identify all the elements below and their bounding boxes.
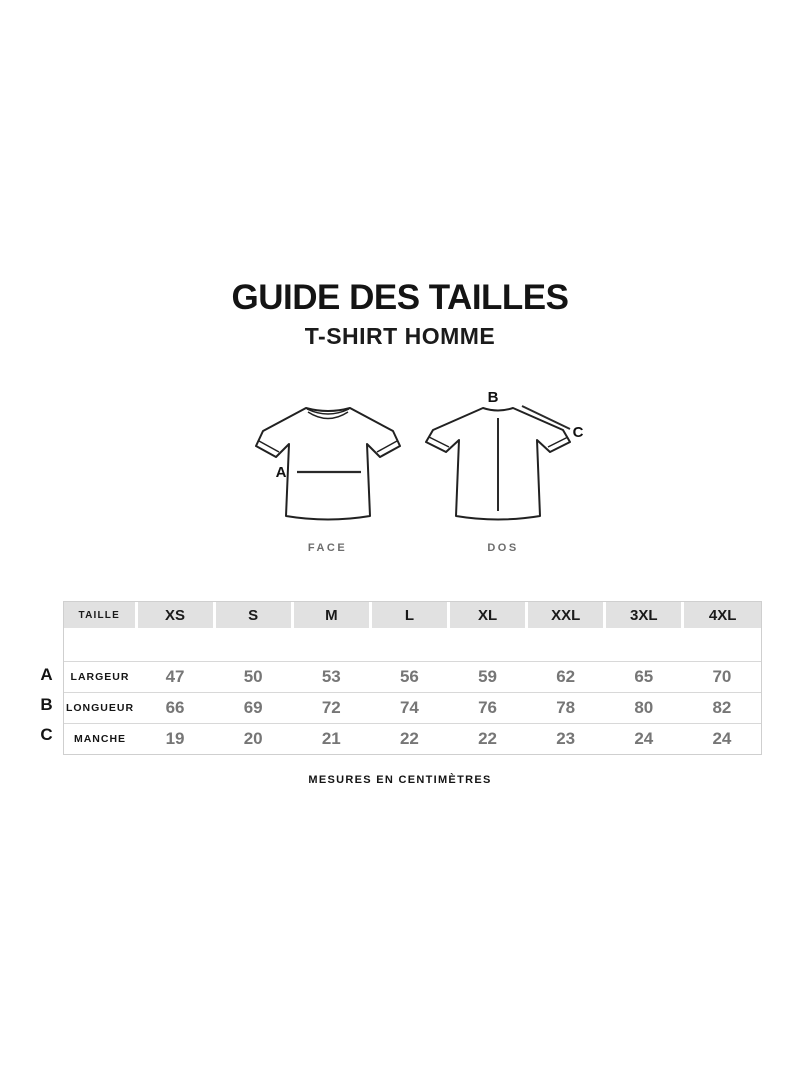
size-value-cell: 66	[136, 693, 214, 724]
header-size-4xl: 4XL	[683, 602, 761, 628]
measure-letter-column	[30, 601, 63, 755]
size-value-cell: 50	[214, 662, 292, 693]
size-value-cell: 21	[321, 729, 341, 748]
size-value-cell: 47	[136, 662, 214, 693]
size-table-header-row	[64, 602, 761, 628]
header-size-l: L	[370, 602, 448, 628]
header-size-xl: XL	[449, 602, 527, 628]
header-size-m: M	[292, 602, 370, 628]
header-size-xxl: XXL	[527, 602, 605, 628]
size-value-cell: 82	[683, 693, 761, 724]
header-taille: TAILLE	[64, 602, 136, 628]
size-value-cell: 72	[292, 693, 370, 724]
size-table	[64, 602, 761, 754]
size-value-cell: 24	[712, 729, 732, 748]
measure-b-label: B	[487, 389, 498, 406]
size-value-cell: 23	[556, 729, 576, 748]
front-view-figure	[253, 384, 403, 554]
spacer-row	[64, 628, 761, 662]
front-view-caption: FACE	[307, 542, 348, 554]
size-table-container	[63, 601, 762, 755]
size-value-cell: 20	[243, 729, 263, 748]
units-footnote: MESURES EN CENTIMÈTRES	[308, 774, 492, 786]
page-subtitle: T-SHIRT HOMME	[304, 323, 496, 349]
size-value-cell: 22	[399, 729, 419, 748]
table-row-largeur	[64, 662, 761, 693]
row-label: LONGUEUR	[64, 693, 136, 724]
tshirt-diagrams	[38, 384, 800, 554]
header-size-xs: XS	[136, 602, 214, 628]
size-value-cell: 59	[449, 662, 527, 693]
size-value-cell: 56	[370, 662, 448, 693]
size-value-cell: 62	[527, 662, 605, 693]
row-label: MANCHE	[73, 733, 127, 745]
tshirt-back-illustration	[421, 384, 586, 534]
table-row-manche	[64, 724, 761, 755]
size-value-cell: 70	[683, 662, 761, 693]
table-row-longueur	[64, 693, 761, 724]
back-view-caption: DOS	[487, 542, 519, 554]
size-value-cell: 53	[292, 662, 370, 693]
size-value-cell: 65	[605, 662, 683, 693]
size-value-cell: 78	[527, 693, 605, 724]
size-value-cell: 19	[165, 729, 185, 748]
measure-c-label: C	[572, 424, 583, 441]
header-size-s: S	[214, 602, 292, 628]
row-label: LARGEUR	[64, 662, 136, 693]
row-letter-a: A	[40, 665, 53, 684]
size-value-cell: 76	[449, 693, 527, 724]
row-letter-c: C	[40, 725, 53, 744]
measure-a-label: A	[275, 464, 286, 481]
page-title: GUIDE DES TAILLES	[231, 278, 569, 317]
size-value-cell: 80	[605, 693, 683, 724]
size-value-cell: 24	[634, 729, 654, 748]
row-letter-b: B	[40, 695, 53, 714]
header-size-3xl: 3XL	[605, 602, 683, 628]
back-view-figure	[421, 384, 586, 554]
size-chart	[30, 601, 762, 755]
size-value-cell: 22	[478, 729, 498, 748]
size-value-cell: 69	[214, 693, 292, 724]
tshirt-front-illustration	[253, 384, 403, 534]
size-value-cell: 74	[370, 693, 448, 724]
